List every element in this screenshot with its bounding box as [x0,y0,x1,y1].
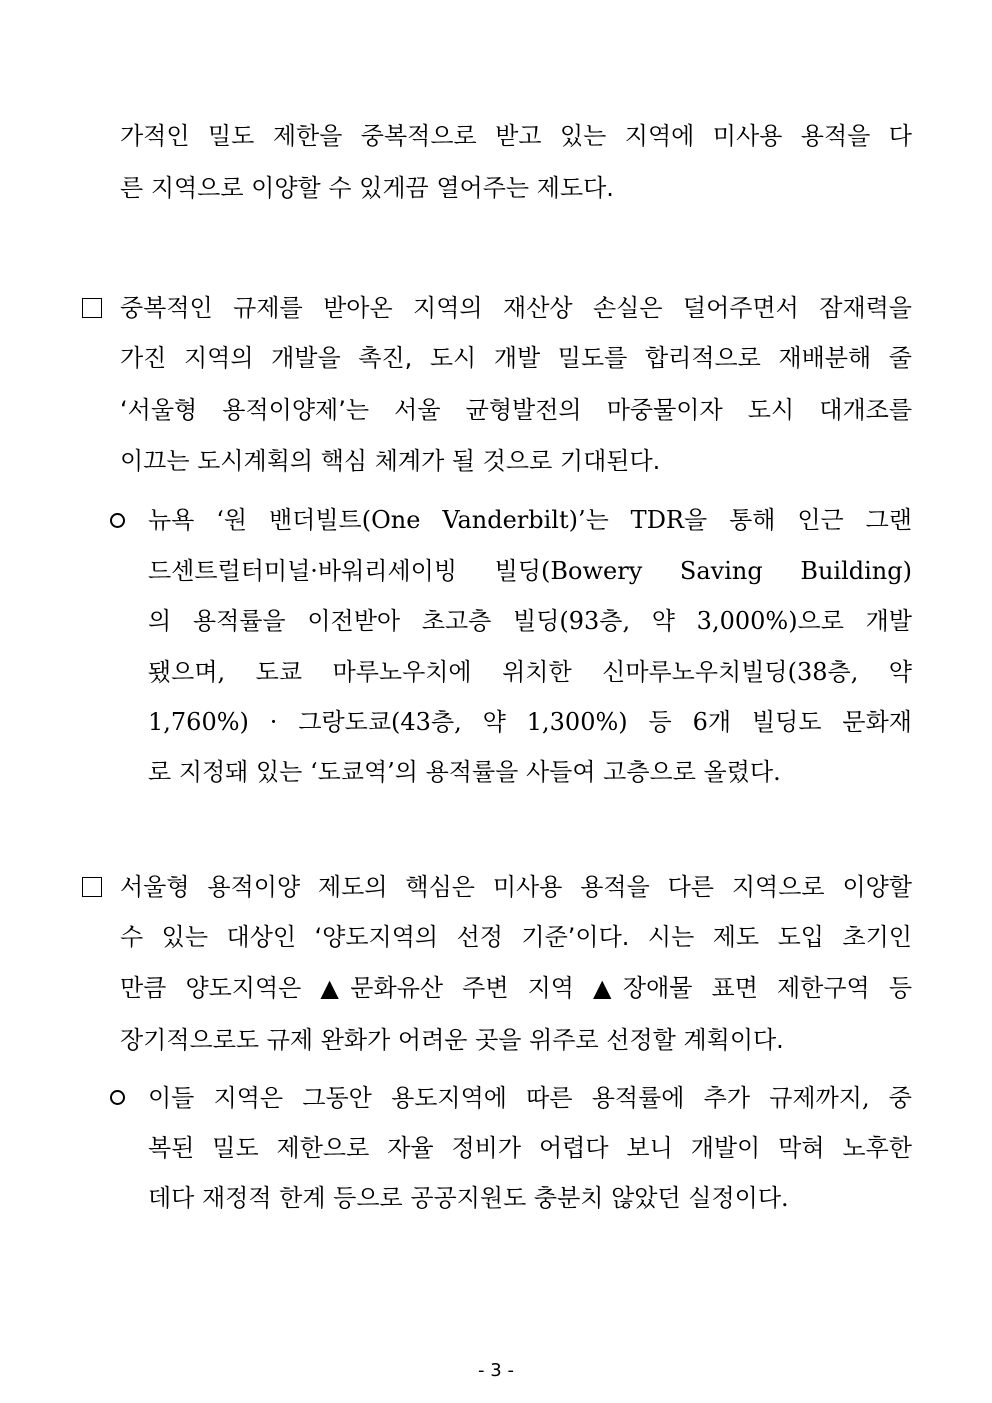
text-line: 서울형 용적이양 제도의 핵심은 미사용 용적을 다른 지역으로 이양할 [120,873,912,901]
text-line: 만큼 양도지역은 ▲문화유산 주변 지역 ▲장애물 표면 제한구역 등 [120,974,912,1002]
text-line: 의 용적률을 이전받아 초고층 빌딩(93층, 약 3,000%)으로 개발 [148,607,912,635]
text-line: 로 지정돼 있는 ‘도쿄역’의 용적률을 사들여 고층으로 올렸다. [148,758,781,786]
text-line: 가진 지역의 개발을 촉진, 도시 개발 밀도를 합리적으로 재배분해 줄 [120,344,912,372]
text-line: 됐으며, 도쿄 마루노우치에 위치한 신마루노우치빌딩(38층, 약 [148,658,912,686]
text-line: ‘서울형 용적이양제’는 서울 균형발전의 마중물이자 도시 대개조를 [120,396,912,424]
square-bullet-icon [82,877,102,897]
text-line: 른 지역으로 이양할 수 있게끔 열어주는 제도다. [120,174,614,202]
text-line: 이끄는 도시계획의 핵심 체계가 될 것으로 기대된다. [120,447,661,475]
text-line: 복된 밀도 제한으로 자율 정비가 어렵다 보니 개발이 막혀 노후한 [148,1134,912,1162]
text-line: 이들 지역은 그동안 용도지역에 따른 용적률에 추가 규제까지, 중 [148,1084,912,1112]
text-line: 뉴욕 ‘원 밴더빌트(One Vanderbilt)’는 TDR을 통해 인근 그랜 [148,506,912,534]
text-line: 드센트럴터미널·바워리세이빙 빌딩(Bowery Saving Building) [148,557,912,585]
text-line: 가적인 밀도 제한을 중복적으로 받고 있는 지역에 미사용 용적을 다 [120,122,912,150]
page-number: - 3 - [478,1360,514,1381]
text-line: 수 있는 대상인 ‘양도지역의 선정 기준’이다. 시는 제도 도입 초기인 [120,923,912,951]
circle-bullet-icon [110,1090,125,1105]
text-line: 중복적인 규제를 받아온 지역의 재산상 손실은 덜어주면서 잠재력을 [120,294,912,322]
square-bullet-icon [82,298,102,318]
text-line: 데다 재정적 한계 등으로 공공지원도 충분치 않았던 실정이다. [148,1184,789,1212]
text-line: 1,760%) · 그랑도쿄(43층, 약 1,300%) 등 6개 빌딩도 문화재 [148,708,912,736]
text-line: 장기적으로도 규제 완화가 어려운 곳을 위주로 선정할 계획이다. [120,1026,784,1054]
circle-bullet-icon [110,513,125,528]
